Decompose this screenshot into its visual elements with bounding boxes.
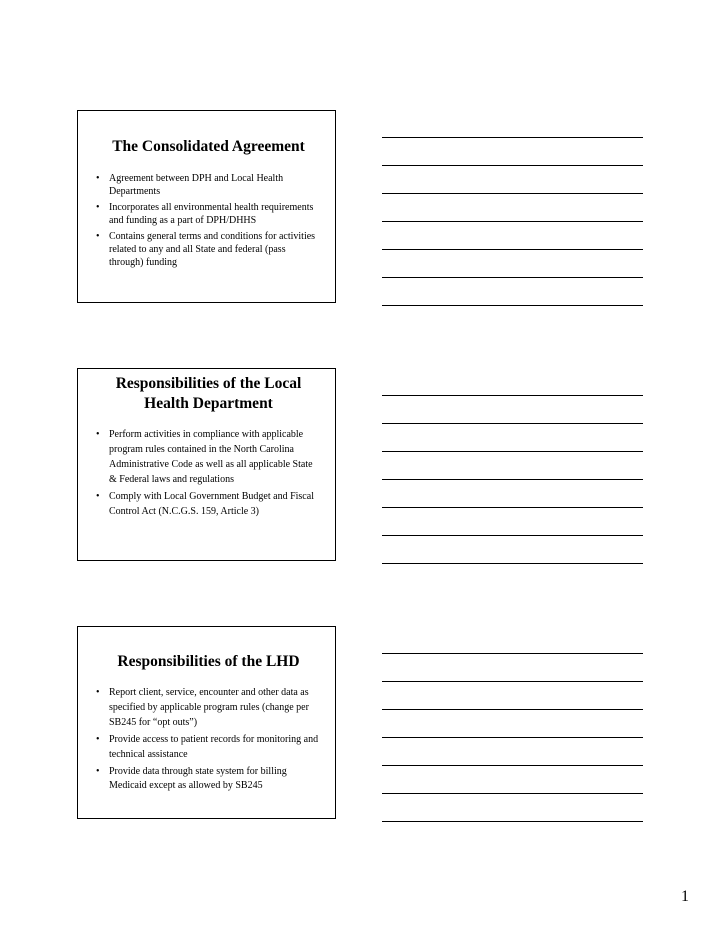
slide-3-bullet-3: • Provide data through state system for billing Medicaid except as allowed by SB245	[96, 765, 321, 795]
slide-2-title: Responsibilities of the Local Health Department	[115, 375, 302, 412]
slide-3-notes-lines	[382, 653, 643, 823]
note-line	[382, 165, 643, 166]
slide-1-bullet-1: • Agreement between DPH and Local Health Departments	[96, 172, 321, 199]
note-line	[382, 249, 643, 250]
note-line	[382, 563, 643, 564]
note-line	[382, 395, 643, 396]
note-line	[382, 793, 643, 794]
slide-3-frame	[77, 626, 336, 819]
note-line	[382, 451, 643, 452]
slide-2-bullet-list	[96, 428, 321, 519]
note-line	[382, 737, 643, 738]
note-line	[382, 765, 643, 766]
slide-2-bullet-2: • Comply with Local Government Budget and Fiscal Control Act (N.C.G.S. 159, Article 3)	[96, 490, 321, 520]
slide-1-notes-lines	[382, 137, 643, 307]
slide-3-bullet-1: • Report client, service, encounter and other data as specified by applicable program rules (change per SB245 for “opt outs”)	[96, 686, 321, 731]
slide-2-frame	[77, 368, 336, 561]
slide-2-notes-lines	[382, 395, 643, 565]
note-line	[382, 423, 643, 424]
note-line	[382, 821, 643, 822]
page-number: 1	[681, 888, 689, 905]
note-line	[382, 507, 643, 508]
note-line	[382, 221, 643, 222]
note-line	[382, 137, 643, 138]
slide-3-title: Responsibilities of the LHD	[117, 653, 300, 670]
note-line	[382, 535, 643, 536]
slide-1-title: The Consolidated Agreement	[112, 138, 305, 155]
note-line	[382, 305, 643, 306]
slide-1-bullet-2: • Incorporates all environmental health requirements and funding as a part of DPH/DHHS	[96, 201, 321, 228]
slide-2-bullet-1: • Perform activities in compliance with applicable program rules contained in the North Carolina Administrative Code as well as all applicable State & Federal laws and regulations	[96, 428, 321, 488]
slide-1-bullet-list	[96, 172, 321, 270]
note-line	[382, 193, 643, 194]
note-line	[382, 277, 643, 278]
slide-3-bullet-2: • Provide access to patient records for monitoring and technical assistance	[96, 733, 321, 763]
note-line	[382, 709, 643, 710]
note-line	[382, 479, 643, 480]
slide-3-bullet-list	[96, 686, 321, 794]
note-line	[382, 653, 643, 654]
note-line	[382, 681, 643, 682]
slide-1-frame	[77, 110, 336, 303]
slide-1-bullet-3: • Contains general terms and conditions for activities related to any and all State and federal (pass through) funding	[96, 230, 321, 270]
